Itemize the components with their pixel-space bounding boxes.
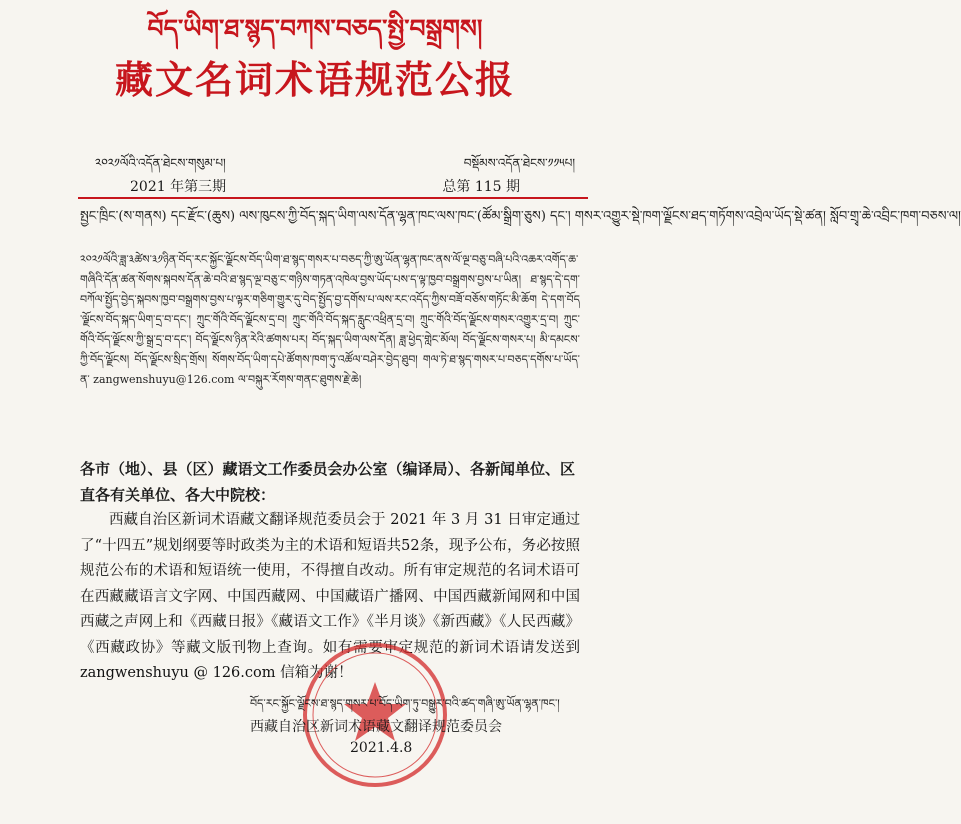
total-issue-number: 总第 115 期 <box>442 179 520 195</box>
issue-line-tibetan <box>95 150 575 170</box>
signature-name: 西藏自治区新词术语藏文翻译规范委员会 <box>250 719 502 735</box>
issue-number-tibetan: ༢༠༢༡ལོའི་འདོན་ཐེངས་གསུམ་པ། <box>95 156 226 170</box>
tibetan-address: སྤྱང་ཁྲིང་(ས་གནས) དང་རྫོང་(ཆུས) ལས་ཁུངས་ཀྱི་བོད་སྐད་ཡིག་ལས་དོན་ལྷན་ཁང་ལས་ཁང་(ཚོམ་སྒྲིག་ཅུས) དང་། གསར་འགྱུར་སྡེ་ཁག་ལྗོངས་ཐད་གཏོགས་འབྲེལ་ཡོད་སྡེ་ཚན། སློབ་གྲྭ་ཆེ་འབྲིང་ཁག་བཅས་ལ། <box>80 209 961 224</box>
red-divider <box>78 197 588 199</box>
masthead-title: 藏文名词术语规范公报 <box>114 57 515 102</box>
issue-number: 2021 年第三期 <box>130 179 227 195</box>
signature-date: 2021.4.8 <box>350 740 413 756</box>
signature-tibetan: བོད་རང་སྐྱོང་ལྗོངས་ཐ་སྙད་གསར་པ་བོད་ཡིག་ཏུ་བསྒྱུར་བའི་ཚད་གཞི་ཨུ་ཡོན་ལྷན་ཁང་། <box>250 697 560 710</box>
total-issue-tibetan: བསྡོམས་འདོན་ཐེངས་༡༡༥པ། <box>463 156 575 170</box>
tibetan-masthead: བོད་ཡིག་ཐ་སྙད་བཀས་བཅད་སྤྱི་བསྒྲགས། <box>147 14 483 43</box>
official-seal <box>300 640 450 790</box>
issue-line <box>95 176 575 196</box>
tibetan-body: ༢༠༢༡ལོའི་ཟླ་༣ཚེས་༣༡ཉིན་བོད་རང་སྐྱོང་ལྗོངས་བོད་ཡིག་ཐ་སྙད་གསར་པ་བཅད་ཀྱི་ཨུ་ཡོན་ལྷན་ཁང་ནས་ལོ་ལྔ་བཅུ་བཞི་པའི་འཆར་འགོད་ཆ་གཞིའི་དོན་ཚན་སོགས་སྐབས་དོན་ཆེ་བའི་ཐ་སྙད་ལྔ་བཅུ་ང་གཉིས་གཏན་འཁེལ་བྱས་ཡོད་པས་ད་ལྟ་ཁྱབ་བསྒྲགས་བྱས་པ་ཡིན། ཐ་སྙད་དེ་དག་བཀོལ་སྤྱོད་བྱེད་སྐབས་ཁྱབ་བསྒྲགས་བྱས་པ་ལྟར་གཅིག་གྱུར་དུ་བེད་སྤྱོད་བྱ་དགོས་པ་ལས་རང་འདོད་ཀྱིས་བཟོ་བཅོས་གཏོང་མི་ཆོག དེ་དག་བོད་ལྗོངས་བོད་སྐད་ཡིག་དྲ་བ་དང་། ཀྲུང་གོའི་བོད་ལྗོངས་དྲ་བ། ཀྲུང་གོའི་བོད་སྐད་རླུང་འཕྲིན་དྲ་བ། ཀྲུང་གོའི་བོད་ལྗོངས་གསར་འགྱུར་དྲ་བ། ཀྲུང་གོའི་བོད་ལྗོངས་ཀྱི་སྒྲ་དྲ་བ་དང་། བོད་ལྗོངས་ཉིན་རེའི་ཚགས་པར། བོད་སྐད་ཡིག་ལས་དོན། ཟླ་ཕྱེད་གླེང་མོལ། བོད་ལྗོངས་གསར་པ། མི་དམངས་ཀྱི་བོད་ལྗོངས། བོད་ལྗོངས་སྲིད་གྲོས། སོགས་བོད་ཡིག་དཔེ་ཚོགས་ཁག་ཏུ་འཚོལ་བཤེར་བྱེད་ཐུབ། གལ་ཏེ་ཐ་སྙད་གསར་པ་བཅད་དགོས་པ་ཡོད་ན་ zangwenshuyu@126.com ལ་བསྐུར་རོགས་གནང་ཐུགས་རྗེ་ཆེ། <box>80 253 580 386</box>
notice-body: 西藏自治区新词术语藏文翻译规范委员会于 2021 年 3 月 31 日审定通过了“十四五”规划纲要等时政类为主的术语和短语共52条，现予公布，务必按照规范公布的术语和短语统一使用，不得擅自改动。所有审定规范的名词术语可在西藏藏语言文字网、中国西藏网、中国藏语广播网、中国西藏新闻网和中国西藏之声网上和《西藏日报》《藏语文工作》《半月谈》《新西藏》《人民西藏》《西藏政协》等藏文版刊物上查询。如有需要审定规范的新词术语请发送到 zangwenshuyu @ 126.com 信箱为谢！ <box>80 512 580 681</box>
recipient-address: 各市（地）、县（区）藏语文工作委员会办公室（编译局）、各新闻单位、区直各有关单位、各大中院校： <box>80 460 576 504</box>
